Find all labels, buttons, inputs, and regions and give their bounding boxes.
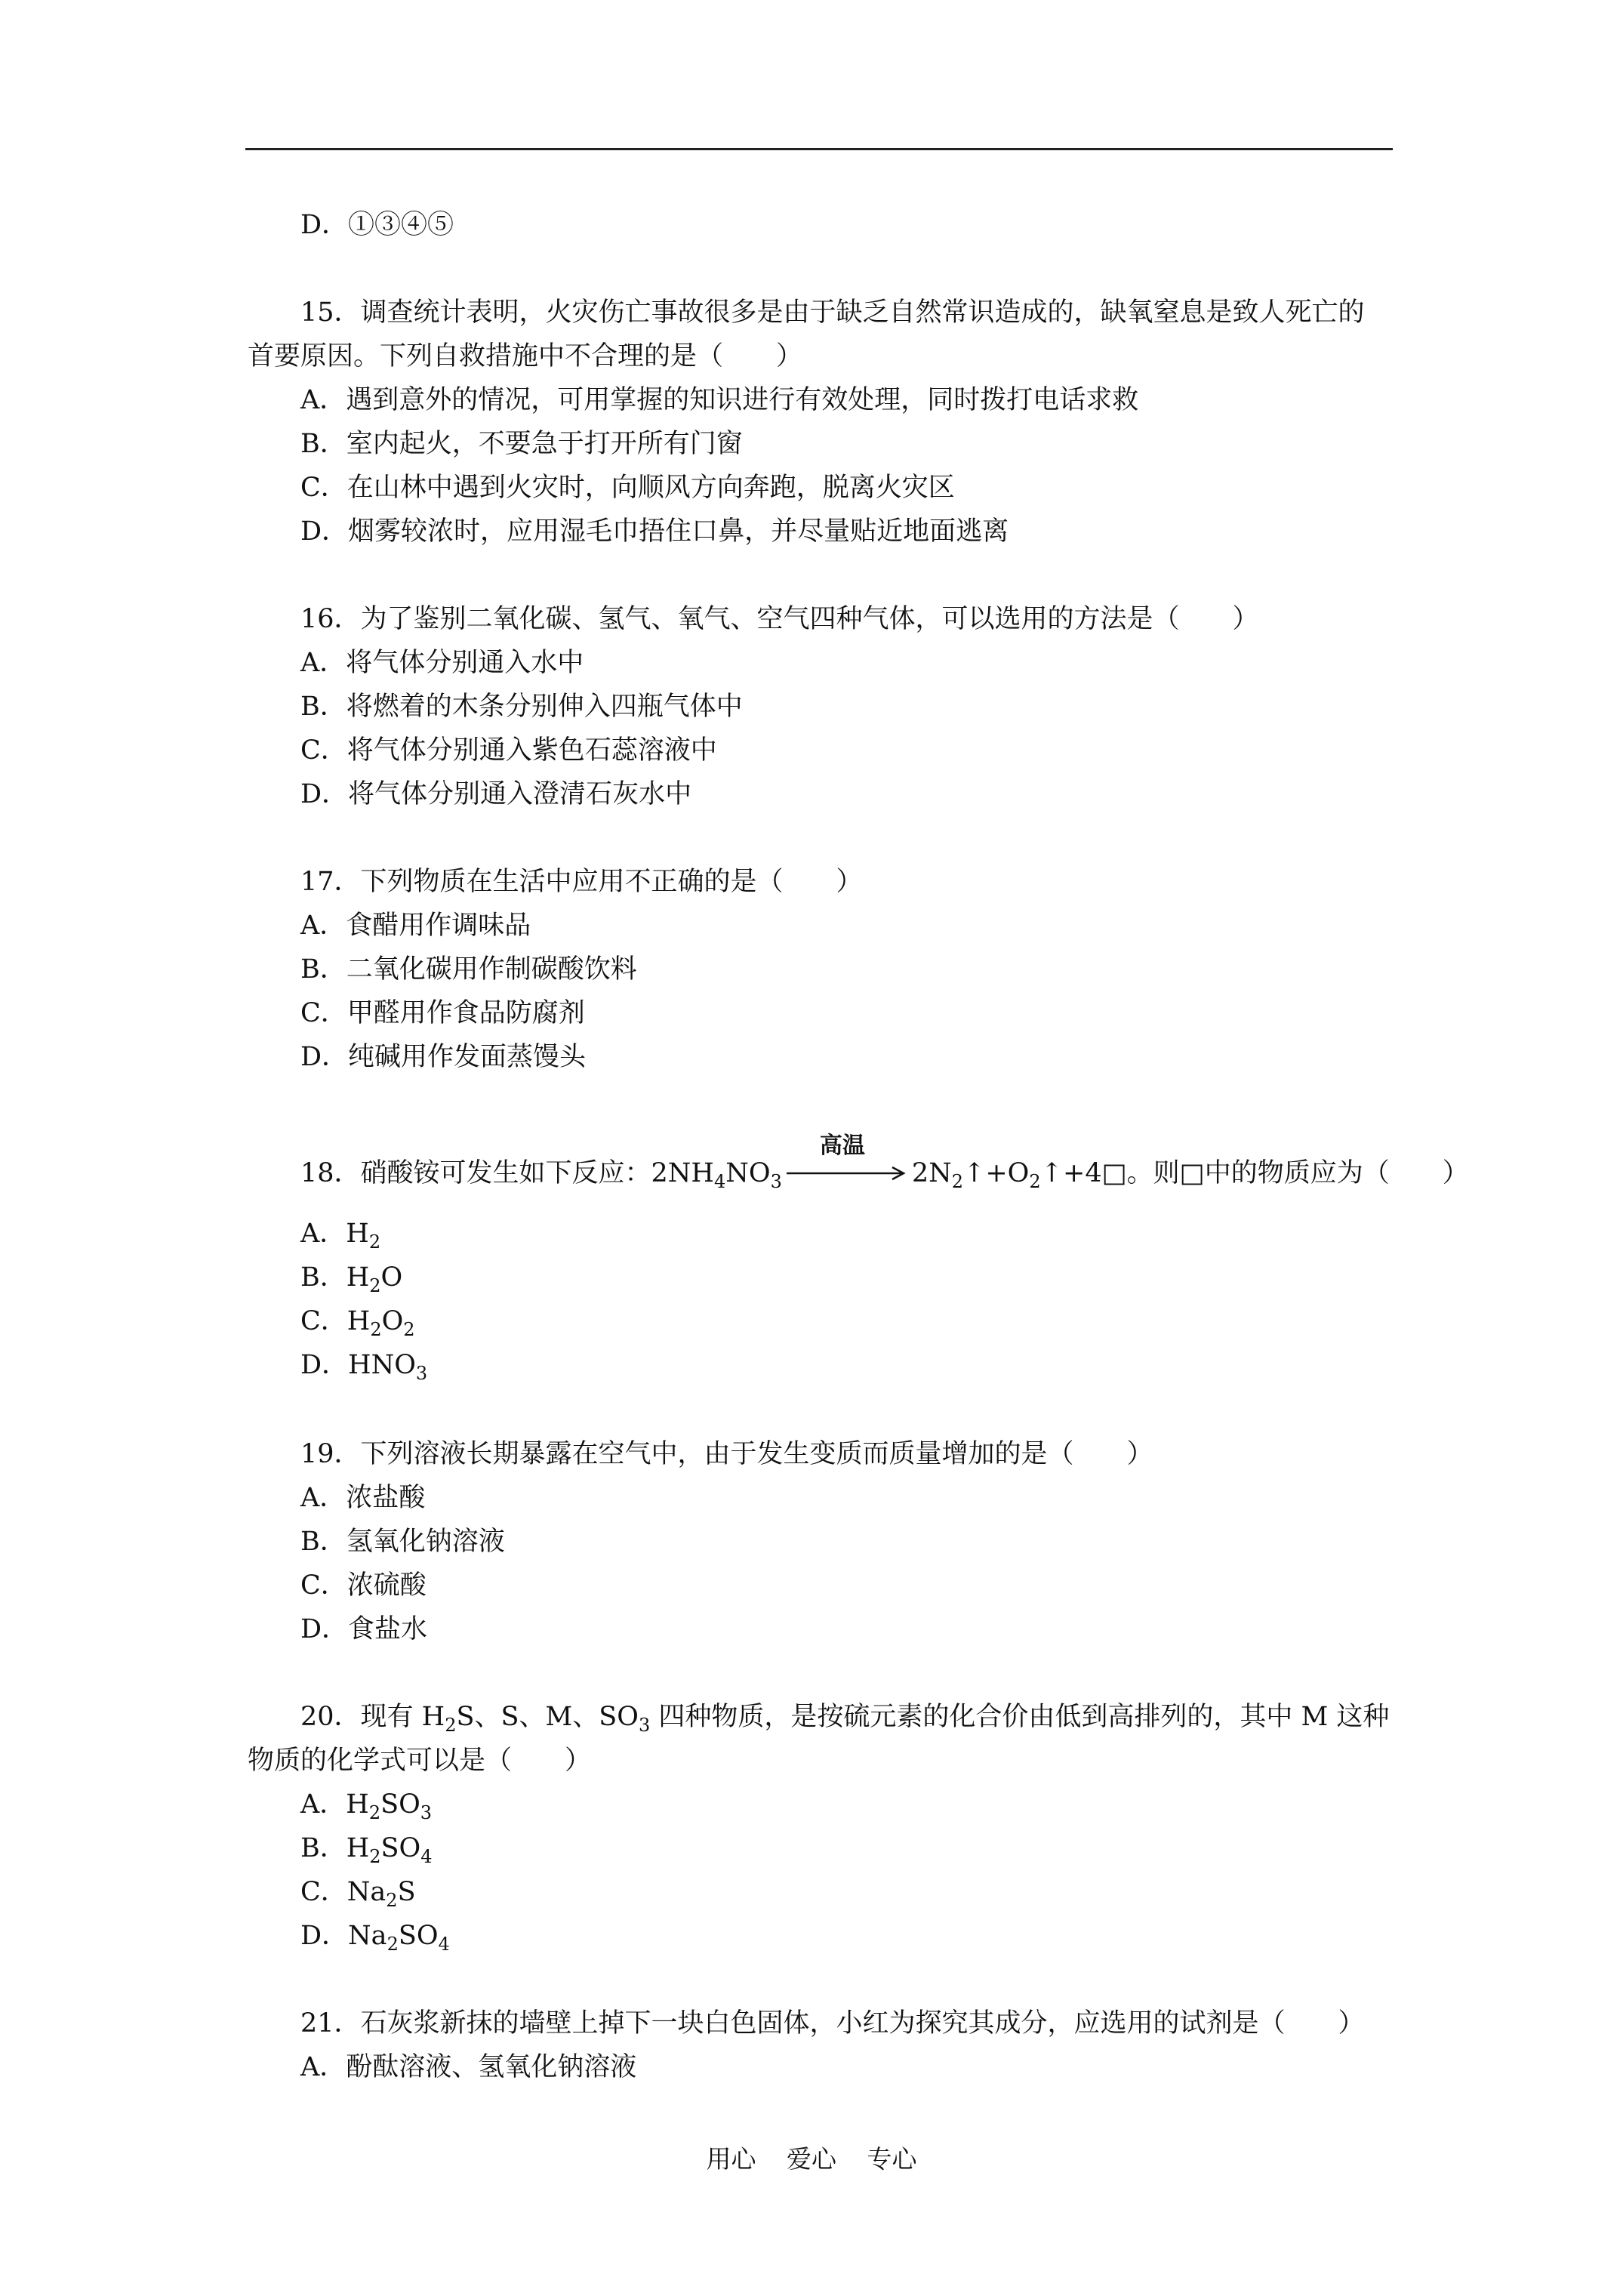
q16-option-b: B．将燃着的木条分别伸入四瓶气体中 xyxy=(300,692,743,722)
q18-option-a: A．$H_2$ xyxy=(300,1219,381,1253)
q15-option-c: C．在山林中遇到火灾时，向顺风方向奔跑，脱离火灾区 xyxy=(300,473,955,503)
q16-option-c: C．将气体分别通入紫色石蕊溶液中 xyxy=(300,735,717,766)
q20-option-c: C．$Na_2S$ xyxy=(300,1877,416,1911)
q20-option-b: B．$H_2SO_4$ xyxy=(300,1833,433,1867)
q19-option-a: A．浓盐酸 xyxy=(300,1483,426,1513)
q19-option-b: B．氢氧化钠溶液 xyxy=(300,1527,505,1557)
page-footer: 用心 爱心 专心 xyxy=(706,2144,917,2174)
q20-stem-line2: 物质的化学式可以是（ ） xyxy=(248,1746,592,1776)
q18-option-d: D．$HNO_3$ xyxy=(300,1350,428,1384)
q19-option-d: D．食盐水 xyxy=(300,1614,428,1644)
q17-option-c: C．甲醛用作食品防腐剂 xyxy=(300,998,585,1028)
q18-option-b: B．$H_2O$ xyxy=(300,1262,403,1296)
q17-stem: 17．下列物质在生活中应用不正确的是（ ） xyxy=(300,867,863,897)
q15-option-b: B．室内起火，不要急于打开所有门窗 xyxy=(300,429,743,459)
q14-option-d: D．①③④⑤ xyxy=(300,210,454,240)
q16-stem: 16．为了鉴别二氧化碳、氢气、氧气、空气四种气体，可以选用的方法是（ ） xyxy=(300,604,1259,634)
q16-option-a: A．将气体分别通入水中 xyxy=(300,648,584,678)
reaction-arrow xyxy=(787,1133,907,1190)
q20-option-d: D．$Na_2SO_4$ xyxy=(300,1921,450,1955)
q15-stem-line1: 15．调查统计表明，火灾伤亡事故很多是由于缺乏自然常识造成的，缺氧窒息是致人死亡的 xyxy=(300,297,1365,328)
q19-option-c: C．浓硫酸 xyxy=(300,1570,427,1601)
q17-option-b: B．二氧化碳用作制碳酸饮料 xyxy=(300,954,637,985)
q20-option-a: A．$H_2SO_3$ xyxy=(300,1789,433,1823)
arrow-icon xyxy=(787,1166,907,1181)
q15-option-d: D．烟雾较浓时，应用湿毛巾捂住口鼻，并尽量贴近地面逃离 xyxy=(300,516,1009,547)
q21-option-a: A．酚酞溶液、氢氧化钠溶液 xyxy=(300,2052,637,2082)
q19-stem: 19．下列溶液长期暴露在空气中，由于发生变质而质量增加的是（ ） xyxy=(300,1439,1153,1469)
q15-option-a: A．遇到意外的情况，可用掌握的知识进行有效处理，同时拨打电话求救 xyxy=(300,385,1139,415)
q18-stem: 18．硝酸铵可发生如下反应：$2NH_4NO_3$ 高温 $2N_2↑+O_2↑+4□$。则□中的物质应为（ ） xyxy=(300,1133,1469,1192)
q17-option-d: D．纯碱用作发面蒸馒头 xyxy=(300,1042,587,1072)
q16-option-d: D．将气体分别通入澄清石灰水中 xyxy=(300,779,692,809)
q18-option-c: C．$H_2O_2$ xyxy=(300,1306,415,1340)
q21-stem: 21．石灰浆新抹的墙壁上掉下一块白色固体，小红为探究其成分，应选用的试剂是（ ） xyxy=(300,2008,1365,2039)
q17-option-a: A．食醋用作调味品 xyxy=(300,911,531,941)
reaction-condition: 高温 xyxy=(819,1133,865,1159)
header-rule xyxy=(245,148,1393,150)
q20-stem-line1: 20．现有 $H_2S$、S、M、$SO_3$ 四种物质，是按硫元素的化合价由低到高排列的，其中 M 这种 xyxy=(300,1702,1390,1736)
q15-stem-line2: 首要原因。下列自救措施中不合理的是（ ） xyxy=(248,341,803,371)
